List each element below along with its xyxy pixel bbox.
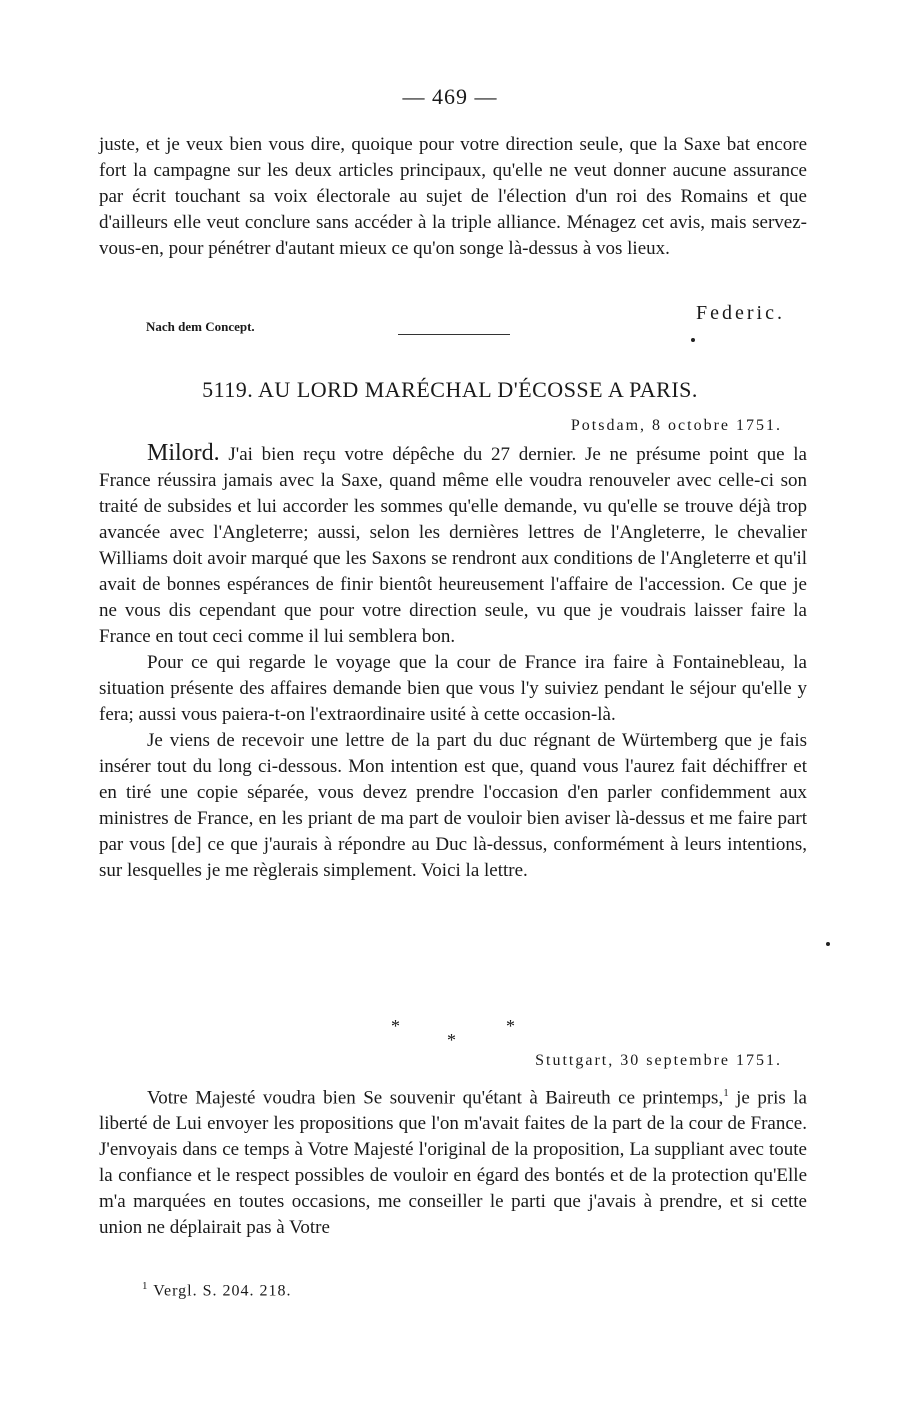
previous-letter-text: juste, et je veux bien vous dire, quoique pour votre direction seule, que la Saxe bat encore fort la campagne sur les deux articles principaux, qu'elle ne veut donner aucune assurance par écrit touchant sa voix électorale au sujet de l'élection d'un roi des Romains et que d'ailleurs elle veut conclure sans accéder à la triple alliance. Ménagez cet avis, mais servez-vous-en, pour pénétrer d'autant mieux ce qu'on songe là-dessus à vos lieux. xyxy=(99,134,807,259)
letter-body xyxy=(99,440,807,884)
separator-star: * xyxy=(391,1016,400,1036)
stray-mark xyxy=(691,338,695,342)
inserted-letter-paragraph xyxy=(99,1080,807,1241)
stray-mark xyxy=(826,942,830,946)
footnote-text: Vergl. S. 204. 218. xyxy=(148,1282,292,1300)
paragraph-2: Pour ce qui regarde le voyage que la cour de France ira faire à Fontainebleau, la situation présente des affaires demande bien que vous l'y suiviez pendant le séjour qu'elle y fera; aussi vous paiera-t-on l'extraordinaire usité à cette occasion-là. xyxy=(99,652,807,725)
previous-letter-ending xyxy=(99,132,807,262)
salutation: Milord. xyxy=(147,440,220,466)
footnote xyxy=(142,1280,291,1300)
inserted-letter-text-a: Votre Majesté voudra bien Se souvenir qu'étant à Baireuth ce printemps, xyxy=(147,1087,724,1109)
inserted-letter-text-b: je pris la liberté de Lui envoyer les propositions que l'on m'avait faites de la part de la cour de France. J'envoyais dans ce temps à Votre Majesté l'original de la proposition, La suppliant avec toute la confiance et le respect possibles de vouloir en égard des bontés et de la protection qu'Elle m'a marquées en toutes occasions, me conseiller le parti que j'avais à prendre, et si cette union ne déplairait pas à Votre xyxy=(99,1087,807,1239)
separator-star: * xyxy=(447,1030,456,1050)
source-note: Nach dem Concept. xyxy=(146,319,255,334)
separator-star: * xyxy=(506,1016,515,1036)
footnote-reference[interactable]: 1 xyxy=(723,1087,729,1099)
letter-title: 5119. AU LORD MARÉCHAL D'ÉCOSSE A PARIS. xyxy=(202,377,698,402)
inserted-letter-dateline: Stuttgart, 30 septembre 1751. xyxy=(535,1052,782,1069)
letter-dateline: Potsdam, 8 octobre 1751. xyxy=(570,417,782,434)
paragraph-1 xyxy=(99,440,807,650)
paragraph-3: Je viens de recevoir une lettre de la part du duc régnant de Würtemberg que je fais insérer tout du long ci-dessous. Mon intention est que, quand vous l'aurez fait déchiffrer et en tiré une copie séparée, vous devez prendre l'occasion d'en parler confidemment aux ministres de France, en les priant de ma part de vouloir bien aviser là-dessus et me faire part par vous [de] ce que j'aurais à répondre au Duc là-dessus, conformément à leurs intentions, sur lesquelles je me règlerais simplement. Voici la lettre. xyxy=(99,730,807,881)
footnote-mark: 1 xyxy=(142,1280,149,1292)
inserted-letter-body xyxy=(99,1080,807,1241)
paragraph-1-text: J'ai bien reçu votre dépêche du 27 dernier. Je ne présume point que la France réussira jamais avec la Saxe, quand même elle voudra renouveler avec celle-ci son traité de subsides et lui accorder les sommes qu'elle demande, vu qu'elle se trouve déjà trop avancée avec l'Angleterre; aussi, selon les dernières lettres de l'Angleterre, le chevalier Williams doit avoir marqué que les Saxons se rendront aux conditions de l'Angleterre et qu'il avait de bonnes espérances de finir bientôt heureusement l'affaire de l'accession. Ce que je ne vous dis cependant que pour votre direction seule, vu que je voudrais laisser faire la France en tout ceci comme il lui semblera bon. xyxy=(99,444,807,647)
signature: Federic. xyxy=(696,302,785,324)
section-divider xyxy=(398,334,510,335)
page-number: — 469 — xyxy=(402,84,498,109)
